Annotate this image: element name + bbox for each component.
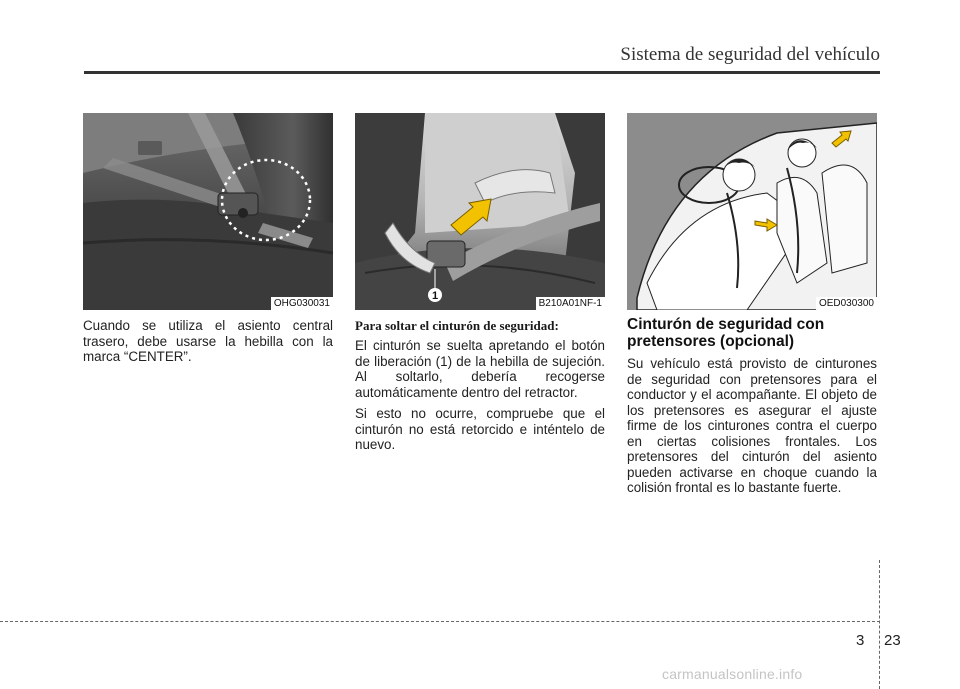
column-center-seat (83, 318, 333, 371)
figure-code: B210A01NF-1 (536, 297, 605, 310)
page-header-title: Sistema de seguridad del vehículo (620, 44, 880, 65)
release-buckle-photo (355, 113, 605, 310)
release-paragraph-1: El cinturón se suelta apretando el botón de liberación (1) de la hebilla de sujeción. Al soltarlo, debería recogerse automáticamente dentro del retractor. (355, 338, 605, 400)
pretensioner-heading: Cinturón de seguridad con pretensores (opcional) (627, 316, 825, 350)
column-release (355, 318, 605, 459)
footer-divider (0, 621, 880, 622)
figure-code: OHG030031 (271, 297, 333, 310)
release-paragraph-2: Si esto no ocurre, compruebe que el cinturón no está retorcido e inténtelo de nuevo. (355, 406, 605, 452)
figure-release-buckle (355, 113, 605, 310)
chapter-number: 3 (856, 632, 865, 649)
seat-buckle-photo (83, 113, 333, 310)
callout-number: 1 (431, 290, 439, 302)
center-seat-paragraph: Cuando se utiliza el asiento central trasero, debe usarse la hebilla con la marca “CENTER”. (83, 318, 333, 364)
release-heading: Para soltar el cinturón de seguridad: (355, 318, 559, 333)
figure-center-buckle (83, 113, 333, 310)
figure-pretensioner (627, 113, 877, 310)
footer-vertical-divider (879, 560, 880, 689)
page-number: 23 (884, 632, 901, 649)
column-pretensioner (627, 316, 877, 502)
pretensioner-paragraph: Su vehículo está provisto de cinturones de seguridad con pretensores para el conductor y el acompañante. El objeto de los pretensores es asegurar el ajuste firme de los cinturones contra el cuerpo en ciertas colisiones frontales. Los pretensores del cinturón del asiento pueden activarse en choque cuando la colisión frontal es lo bastante fuerte. (627, 356, 877, 495)
figure-code: OED030300 (816, 297, 877, 310)
header-rule (84, 71, 880, 74)
watermark-text: carmanualsonline.info (662, 666, 803, 682)
pretensioner-illustration (627, 113, 877, 310)
